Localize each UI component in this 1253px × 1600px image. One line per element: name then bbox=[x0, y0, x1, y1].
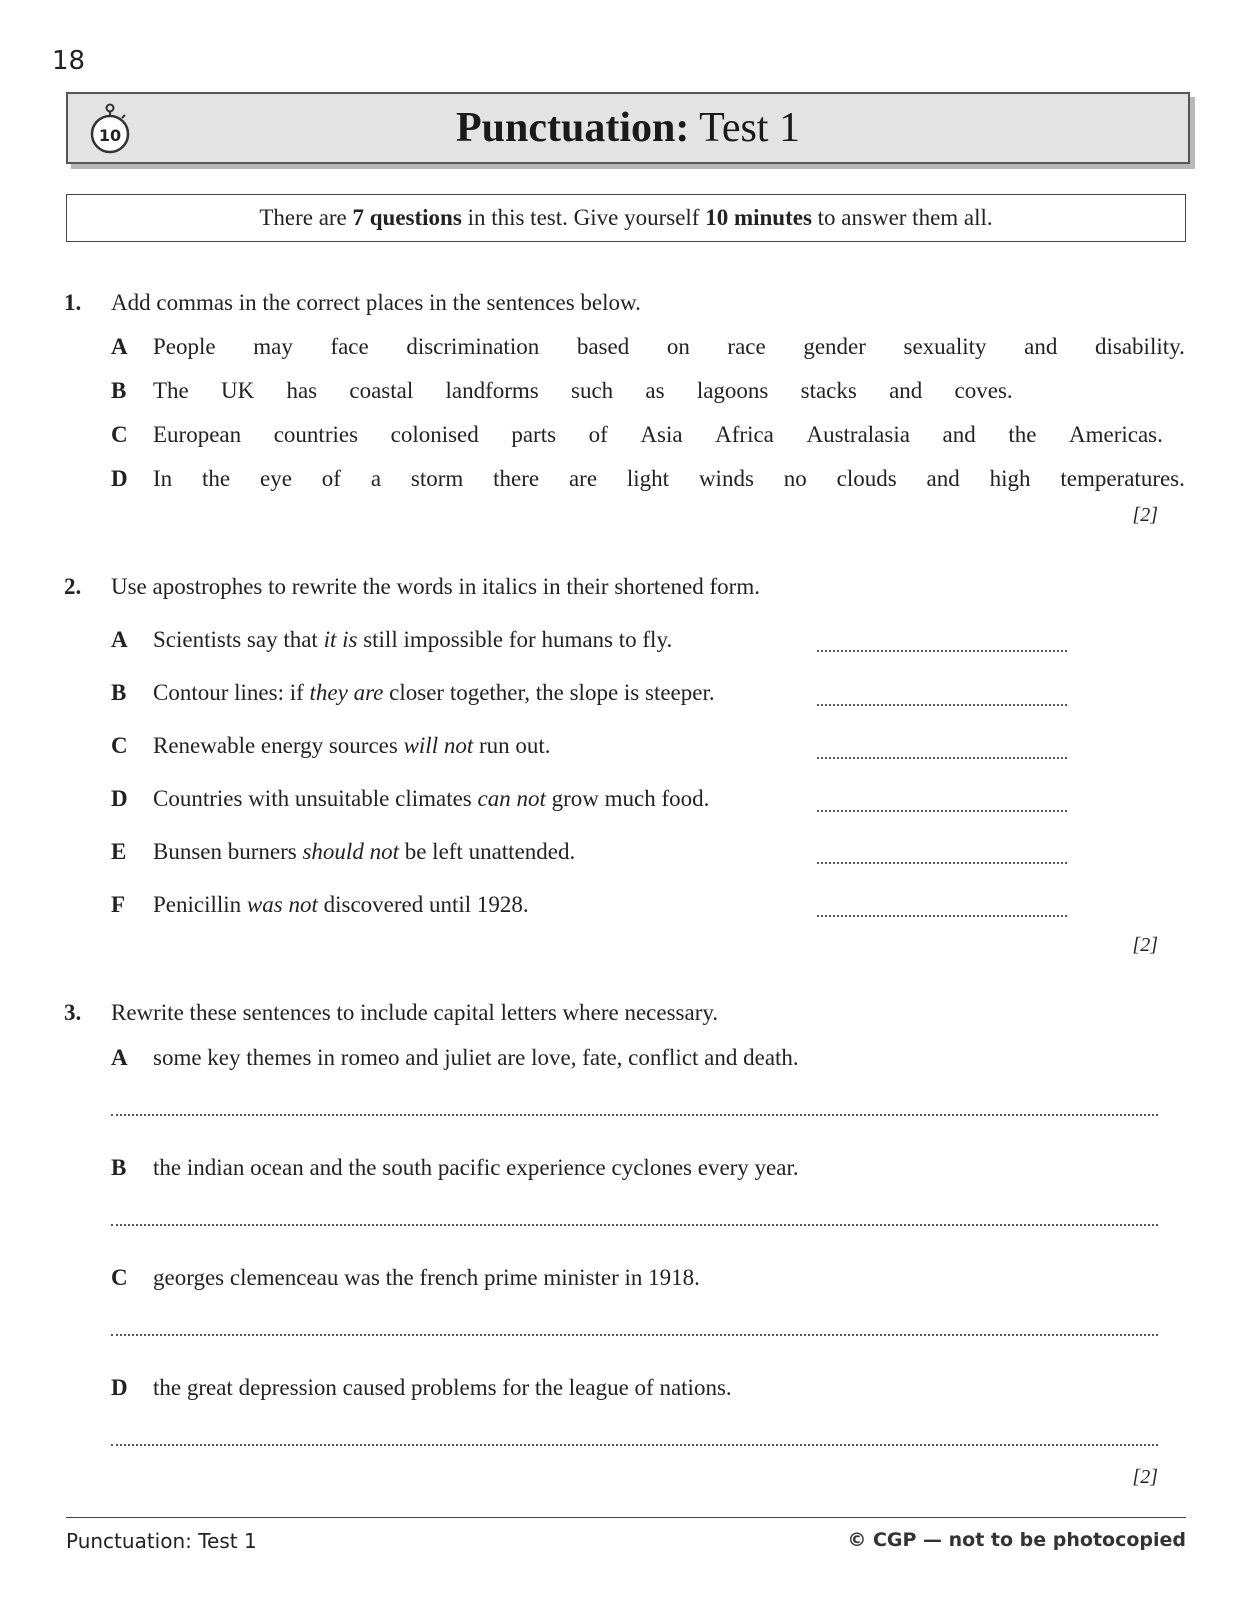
word: are bbox=[568, 466, 598, 491]
page-title bbox=[68, 104, 1188, 152]
q2b-pre: Contour lines: if bbox=[153, 680, 310, 705]
q2a-post: still impossible for humans to fly. bbox=[357, 627, 673, 652]
q2c-pre: Renewable energy sources bbox=[153, 733, 404, 758]
q2a-pre: Scientists say that bbox=[153, 627, 324, 652]
word: eye bbox=[260, 466, 292, 491]
word: clouds bbox=[836, 466, 897, 491]
word: countries bbox=[273, 422, 359, 447]
word: discrimination bbox=[406, 334, 540, 359]
q3-marks: [2] bbox=[1132, 1466, 1158, 1488]
q3-answer-line-d[interactable] bbox=[111, 1442, 1158, 1446]
word: of bbox=[321, 466, 341, 491]
q1-sentence-d bbox=[153, 466, 1185, 492]
q2-letter-b: B bbox=[111, 680, 127, 705]
q1-prompt: Add commas in the correct places in the sentences below. bbox=[111, 290, 641, 315]
footer-copyright: © CGP — not to be photocopied bbox=[847, 1529, 1186, 1551]
word: a bbox=[370, 466, 382, 491]
q2-answer-line-c[interactable] bbox=[817, 755, 1067, 759]
word: may bbox=[253, 334, 293, 359]
q2f-italic: was not bbox=[246, 892, 318, 917]
q1-letter-b: B bbox=[111, 378, 127, 403]
word: colonised bbox=[390, 422, 479, 447]
q2-answer-line-a[interactable] bbox=[817, 648, 1067, 652]
q2-sentence-b bbox=[153, 680, 715, 706]
word: storm bbox=[410, 466, 464, 491]
word: the bbox=[1008, 422, 1037, 447]
q2e-italic: should not bbox=[302, 839, 399, 864]
word: parts bbox=[511, 422, 557, 447]
instr-part3: to answer them all. bbox=[811, 205, 993, 230]
word: temperatures. bbox=[1060, 466, 1185, 491]
instr-part2: in this test. Give yourself bbox=[461, 205, 706, 230]
word: face bbox=[330, 334, 369, 359]
instructions-box bbox=[66, 194, 1186, 242]
q3-sentence-a: some key themes in romeo and juliet are love, fate, conflict and death. bbox=[153, 1045, 799, 1070]
q2b-italic: they are bbox=[309, 680, 384, 705]
word: there bbox=[493, 466, 540, 491]
q2-number: 2. bbox=[64, 574, 82, 599]
word: based bbox=[576, 334, 630, 359]
timer-value: 10 bbox=[98, 126, 122, 145]
q1-number: 1. bbox=[64, 290, 82, 315]
word: disability. bbox=[1095, 334, 1185, 359]
q3-answer-line-c[interactable] bbox=[111, 1332, 1158, 1336]
q2-answer-line-f[interactable] bbox=[817, 913, 1067, 917]
q2d-post: grow much food. bbox=[545, 786, 710, 811]
q1-letter-a: A bbox=[111, 334, 128, 359]
q2-letter-e: E bbox=[111, 839, 127, 864]
q3-number: 3. bbox=[64, 1000, 82, 1025]
word: and bbox=[942, 422, 976, 447]
q2-sentence-d bbox=[153, 786, 709, 812]
q2-prompt: Use apostrophes to rewrite the words in italics in their shortened form. bbox=[111, 574, 760, 599]
word: European bbox=[153, 422, 242, 447]
word: Africa bbox=[715, 422, 774, 447]
q1-sentence-c bbox=[153, 422, 1163, 448]
q2e-pre: Bunsen burners bbox=[153, 839, 303, 864]
word: Americas. bbox=[1069, 422, 1163, 447]
word: high bbox=[989, 466, 1031, 491]
q1-marks: [2] bbox=[1132, 504, 1158, 526]
title-rest: Test 1 bbox=[689, 105, 800, 151]
word: and bbox=[926, 466, 960, 491]
q3-prompt: Rewrite these sentences to include capital letters where necessary. bbox=[111, 1000, 719, 1025]
word: gender bbox=[803, 334, 866, 359]
word: winds bbox=[698, 466, 754, 491]
q2a-italic: it is bbox=[323, 627, 358, 652]
q1-sentence-a bbox=[153, 334, 1185, 360]
q2e-post: be left unattended. bbox=[398, 839, 576, 864]
q2f-post: discovered until 1928. bbox=[317, 892, 529, 917]
q3-letter-b: B bbox=[111, 1155, 127, 1180]
word: race bbox=[727, 334, 766, 359]
q1-letter-c: C bbox=[111, 422, 128, 447]
word: sexuality bbox=[903, 334, 987, 359]
q2-answer-line-b[interactable] bbox=[817, 702, 1067, 706]
word: In bbox=[153, 466, 173, 491]
q2-letter-a: A bbox=[111, 627, 128, 652]
q2-letter-f: F bbox=[111, 892, 126, 917]
q2-answer-line-e[interactable] bbox=[817, 860, 1067, 864]
q2d-pre: Countries with unsuitable climates bbox=[153, 786, 478, 811]
word: on bbox=[666, 334, 690, 359]
word: light bbox=[626, 466, 670, 491]
q2f-pre: Penicillin bbox=[153, 892, 247, 917]
title-bar bbox=[66, 92, 1190, 164]
q2-letter-c: C bbox=[111, 733, 128, 758]
title-bold: Punctuation: bbox=[456, 105, 690, 151]
q2-sentence-f bbox=[153, 892, 529, 918]
q2c-post: run out. bbox=[473, 733, 551, 758]
q3-sentence-b: the indian ocean and the south pacific experience cyclones every year. bbox=[153, 1155, 799, 1180]
instr-question-count: 7 questions bbox=[352, 205, 462, 230]
word: Asia bbox=[640, 422, 683, 447]
word: Australasia bbox=[806, 422, 910, 447]
instr-part1: There are bbox=[259, 205, 353, 230]
q3-sentence-d: the great depression caused problems for the league of nations. bbox=[153, 1375, 732, 1400]
q1-sentence-b: The UK has coastal landforms such as lagoons stacks and coves. bbox=[153, 378, 1013, 403]
q3-letter-d: D bbox=[111, 1375, 128, 1400]
q2d-italic: can not bbox=[477, 786, 546, 811]
q2b-post: closer together, the slope is steeper. bbox=[383, 680, 715, 705]
word: People bbox=[153, 334, 216, 359]
q3-letter-c: C bbox=[111, 1265, 128, 1290]
q2c-italic: will not bbox=[403, 733, 474, 758]
q2-letter-d: D bbox=[111, 786, 128, 811]
word: and bbox=[1024, 334, 1058, 359]
q2-sentence-c bbox=[153, 733, 551, 759]
q3-answer-line-b[interactable] bbox=[111, 1222, 1158, 1226]
page-number: 18 bbox=[52, 46, 86, 76]
q3-letter-a: A bbox=[111, 1045, 128, 1070]
footer-title: Punctuation: Test 1 bbox=[66, 1529, 257, 1553]
word: no bbox=[783, 466, 807, 491]
q1-letter-d: D bbox=[111, 466, 128, 491]
q2-sentence-a bbox=[153, 627, 672, 653]
q2-marks: [2] bbox=[1132, 934, 1158, 956]
q3-answer-line-a[interactable] bbox=[111, 1112, 1158, 1116]
footer-divider bbox=[66, 1517, 1186, 1518]
word: the bbox=[202, 466, 231, 491]
instr-time: 10 minutes bbox=[705, 205, 812, 230]
word: of bbox=[588, 422, 608, 447]
q2-answer-line-d[interactable] bbox=[817, 808, 1067, 812]
q2-sentence-e bbox=[153, 839, 575, 865]
q3-sentence-c: georges clemenceau was the french prime minister in 1918. bbox=[153, 1265, 700, 1290]
